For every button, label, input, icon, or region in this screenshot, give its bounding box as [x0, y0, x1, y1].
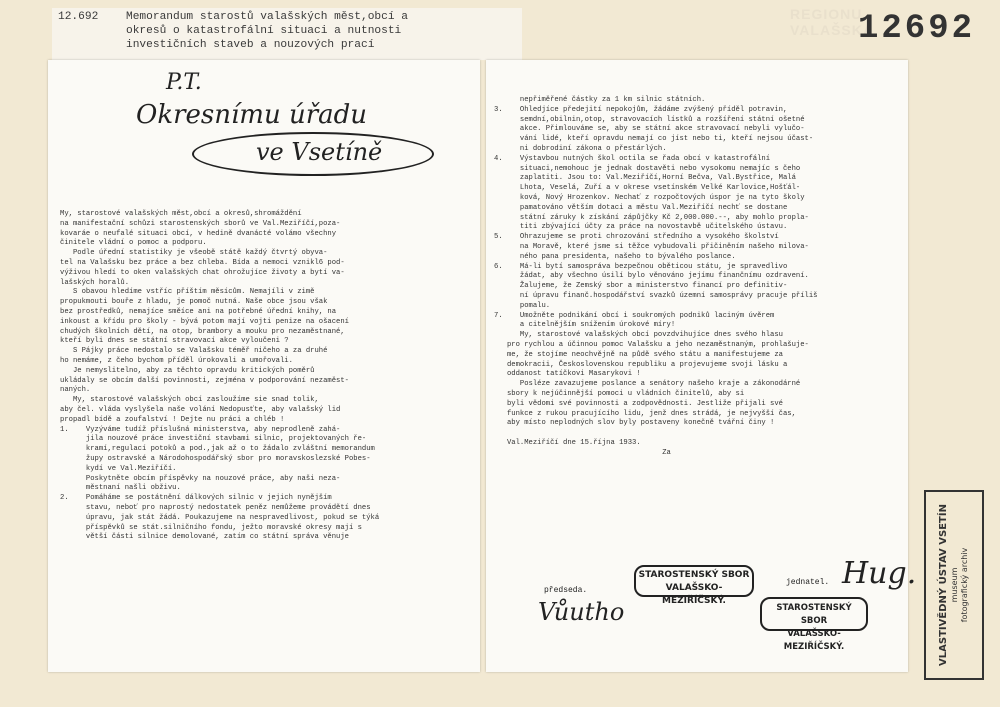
- text-line: městnaní našli obživu.: [60, 484, 181, 493]
- handwritten-location: ve Vsetíně: [256, 138, 383, 166]
- text-line: kramí,regulací potoků a pod.,jak až o to žádalo zvláštní memorandum: [60, 445, 375, 454]
- text-line: vání lidé, kteří opravdu nemají co jíst nebo ti, kteří nejsou účast-: [494, 135, 814, 144]
- chairman-signature: Vůutho: [538, 598, 625, 626]
- museum-line-2: museum: [950, 567, 959, 603]
- text-line: výživou hledí to oken valašských chat ohrožujíce životy a bytí va-: [60, 268, 345, 277]
- predseda-label: předseda.: [544, 586, 588, 595]
- text-line: 4. Výstavbou nutných škol octila se řada obcí v katastrofální: [494, 154, 771, 163]
- catalog-label: [52, 8, 522, 60]
- text-line: naných.: [60, 386, 91, 395]
- text-line: činitele vládní o pomoc a podporu.: [60, 239, 207, 248]
- text-line: pomalu.: [494, 301, 551, 310]
- text-line: funkce z rukou pracujícího lidu, jenž dnes strádá, je nejvyšší čas,: [494, 409, 796, 418]
- document-page-2: [486, 60, 917, 672]
- text-line: úpravu, jak stát žádá. Poukazujeme na nespravedlivost, pokud se týká: [60, 513, 380, 522]
- text-line: semdní,obilnin,otop, stravovacích lístků a rozšíření státní ošetné: [494, 115, 805, 124]
- handwritten-salutation: P.T.: [166, 70, 202, 95]
- text-line: titi zbývající účty za práce na novostavbě učitelského ústavu.: [494, 223, 788, 232]
- text-line: My, starostové valašských obcí zasloužíme sie snad tolik,: [60, 396, 319, 405]
- text-line: na manifestační schůzi starostenských sborů ve Val.Meziříčí,poza-: [60, 219, 341, 228]
- text-line: ného pana presidenta, našeho to bývalého poslance.: [494, 252, 736, 261]
- text-line: a citelnějším snížením úrokové míry!: [494, 321, 676, 330]
- starostensky-sbor-stamp: [634, 565, 754, 606]
- text-line: Val.Meziříčí dne 15.října 1933.: [494, 438, 641, 447]
- stamp-line-1: STAROSTENSKÝ SBOR: [776, 603, 852, 626]
- memorandum-text-page-2: [494, 96, 902, 458]
- text-line: chudých školních dětí, na otop, brambory a mouku pro nezaměstnané,: [60, 327, 345, 336]
- text-line: me, že stojíme neochvějně na půdě svého státu a manifestujeme za: [494, 350, 783, 359]
- jednatel-label: jednatel.: [786, 578, 830, 587]
- museum-archive-stamp: [924, 490, 984, 680]
- text-line: 6. Má-li bytí samospráva bezpečnou oběticou státu, je spravedlivo: [494, 262, 788, 271]
- stamp-line-1: STAROSTENSKÝ SBOR: [638, 570, 750, 580]
- text-line: tel na Valašsku bez práce a bez chleba. Bída a nemoci vznikl6 pod-: [60, 258, 345, 267]
- catalog-number: 12.692: [58, 11, 99, 23]
- document-page-1: [48, 60, 480, 672]
- text-line: ková, Nový Hrozenkov. Nechať z rozpočtových úspor je na tyto školy: [494, 193, 805, 202]
- text-line: 7. Umožněte podnikání obcí i soukromých podniků laciným úvěrem: [494, 311, 775, 320]
- text-line: sbory k nejúčinnější pomoci u vládních činitelů, aby si: [494, 389, 745, 398]
- text-line: větší části silnice demolované, zatím co státní správa věnuje: [60, 533, 349, 542]
- text-line: Je nemyslitelno, aby za těchto opravdu kritických poměrů: [60, 366, 315, 375]
- text-line: My, starostové valašských měst,obcí a okresů,shromáždění: [60, 210, 302, 218]
- memorandum-text-page-1: [60, 210, 470, 543]
- museum-institution: VLASTIVĚDNÝ ÚSTAV VSETÍN: [938, 504, 949, 666]
- text-line: 2. Pomáháme se postátnění dálkových silnic v jejich nynějším: [60, 494, 332, 503]
- text-line: byli vědomi své povinnosti a zodpovědnosti. Jestliže přijali své: [494, 399, 783, 408]
- text-line: ukládaly se obcím další povinnosti, zejména v podporování nezaměst-: [60, 376, 349, 385]
- text-line: žádat, aby všechno úsilí bylo věnováno jejímu finančnímu ozdravení.: [494, 272, 809, 281]
- text-line: příspěvků se stát.silničního fondu, ježto moravské okresy mají s: [60, 523, 362, 532]
- text-line: zaplatiti. Jsou to: Val.Meziříčí,Horní Bečva, Val.Bystřice, Malá: [494, 174, 796, 183]
- text-line: 5. Ohrazujeme se proti chrozování středního a vysokého školství: [494, 233, 779, 242]
- text-line: lašských horalů.: [60, 278, 130, 287]
- text-line: aby čel. vláda vyslyšela naše volání Nedopusťte, aby valašský lid: [60, 405, 341, 414]
- text-line: Poskytněte obcím příspěvky na nouzové práce, aby naši neza-: [60, 474, 341, 483]
- text-line: situaci,nemohouc je jednak dostavěti nebo vysokomu nemajíc s čeho: [494, 164, 801, 173]
- text-line: 3. Ohledjíce předejití nepokojům, žádáme zvýšený příděl potravin,: [494, 105, 788, 114]
- text-line: Posléze zavazujeme poslance a senátory našeho kraje a zákonodárné: [494, 380, 801, 389]
- text-line: oddanost tatíčkovi Masarykovi !: [494, 370, 641, 379]
- inventory-number: 12692: [858, 10, 976, 48]
- catalog-title: Memorandum starostů valašských měst,obcí a okresů o katastrofální situaci a nutnosti investičních staveb a nouzových prací: [126, 11, 408, 51]
- text-line: Podle úřední statistiky je všeobě státě každý čtvrtý obyva-: [60, 249, 328, 258]
- text-line: aby místo neplodných slov byly postaveny konečně tvářní činy !: [494, 419, 775, 428]
- text-line: Za: [494, 448, 671, 457]
- text-line: jila nouzové práce investiční stavbami silnic, projektovaných ře-: [60, 435, 367, 444]
- text-line: ni dobrodiní zákona o přestárlých.: [494, 144, 667, 153]
- secretary-signature: Hug.: [842, 556, 917, 591]
- museum-line-3: fotografický archiv: [960, 547, 969, 623]
- text-line: na Moravě, které jsme si těžce vybudovali přičiněním našeho milova-: [494, 242, 809, 251]
- text-line: pro rychlou a účinnou pomoc Valašsku a jeho nezaměstnaným, prohlašuje-: [494, 340, 809, 349]
- text-line: 1. Vyzýváme tudíž příslušná ministerstva, aby neprodleně zahá-: [60, 425, 341, 434]
- text-line: propadl bídě a zoufalství ! Dejte nu práci a chléb !: [60, 415, 285, 424]
- text-line: ní úpravu finanč.hospodářství svazků územní samosprávy pracuje příliš: [494, 291, 818, 300]
- text-line: bez prostředků, nemajíce směíce ani na potřebné úřední knihy, na: [60, 307, 337, 316]
- stamp-line-2: VALAŠSKO-MEZIŘÍČSKÝ.: [662, 583, 726, 606]
- text-line: kteří byli dnes se státní stravovací akce vyloučeni ?: [60, 337, 289, 346]
- text-line: nepřiměřené částky za 1 km silnic státních.: [494, 96, 706, 104]
- text-line: státní záruky k získání zápůjčky Kč 2,000.000.--, aby mohlo propla-: [494, 213, 809, 222]
- text-line: S Pájky práce nedostalo se Valašsku téměř ničeho a za druhé: [60, 347, 328, 356]
- text-line: propukmouti bouře z hladu, je pomoč nutná. Naše obce jsou však: [60, 298, 328, 307]
- text-line: kydí ve Val.Meziříčí.: [60, 464, 177, 473]
- text-line: kovaráe o neufalé situaci obcí, v hedině dvanácté volámo všechny: [60, 229, 337, 238]
- text-line: ho nemáme, z čeho bychom příděl úrokovali a umořovali.: [60, 356, 293, 365]
- text-line: pamatováno větším dotaci a městu Val.Meziříčí nechť se dostane: [494, 203, 788, 212]
- text-line: Lhota, Veselá, Zuří a v okrese vsetínském Velké Karlovice,Hošťál-: [494, 184, 801, 193]
- text-line: My, starostové valašských obcí povzdvihujíce dnes svého hlasu: [494, 331, 783, 340]
- text-line: [494, 429, 902, 439]
- text-line: akce. Přimlouváme se, aby se státní akce stravovací nebyli vylučo-: [494, 125, 805, 134]
- starostensky-sbor-stamp-2: [760, 597, 868, 652]
- text-line: župy ostravské a Národohospodářský sbor pro moravskoslezské Pobes-: [60, 454, 371, 463]
- text-line: stavu, neboť pro naprostý nedostatek peněz nemůžeme provádětí dnes: [60, 503, 371, 512]
- text-line: demokracii, Československou republiku a projevujeme svoji lásku a: [494, 360, 788, 369]
- text-line: S obavou hledíme vstříc příštím měsícům. Nemajíli v zimě: [60, 288, 315, 297]
- handwritten-addressee: Okresnímu úřadu: [136, 100, 368, 130]
- text-line: inkoust a křídu pro školy - bývá potom mají vojti penize na ošacení: [60, 317, 349, 326]
- text-line: Žalujeme, že Zemský sbor a ministerstvo financí pro definitiv-: [494, 282, 788, 291]
- ghost-watermark: REGIONU VALAŠSKA: [790, 6, 874, 38]
- stamp-line-2: VALAŠSKO-MEZIŘÍČSKÝ.: [783, 629, 845, 652]
